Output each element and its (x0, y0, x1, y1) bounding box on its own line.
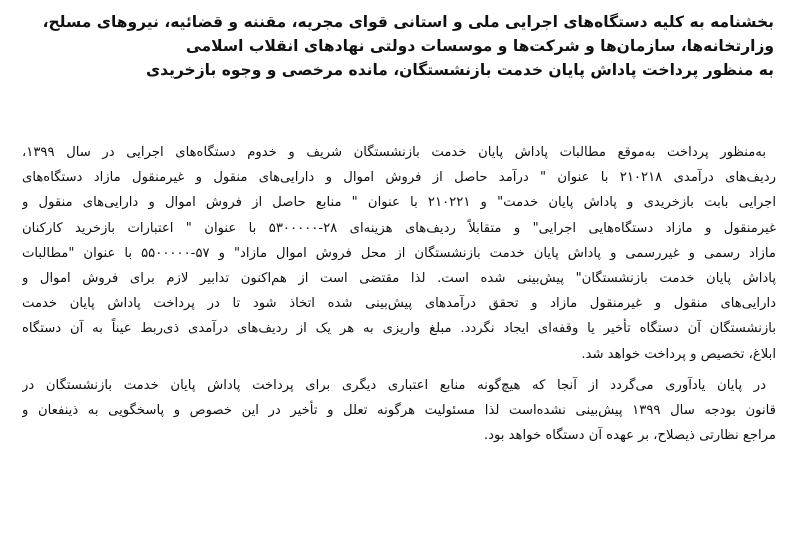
paragraph-2-line: در پایان یادآوری می‌گردد از آنجا که هیچ‌گونه منابع اعتباری دیگری برای پرداخت پاداش پایان خدمت بازنشستگان در (22, 377, 766, 393)
paragraph-1-line: اجرایی بابت بازخریدی و پاداش پایان خدمت" و ۲۱۰۲۲۱ با عنوان " منابع حاصل از فروش اموال و دارایی‌های منقول و (22, 195, 776, 211)
paragraph-1-line: بازنشستگان آن دستگاه تأخیر یا وقفه‌ای ایجاد نگردد. مبلغ واریزی به هر یک از ردیف‌های درآمدی ذی‌ربط عیناً به آن دستگاه (22, 321, 776, 337)
paragraph-1-line: ابلاغ، تخصیص و پرداخت خواهد شد. (581, 346, 776, 362)
paragraph-1-line: پاداش پایان خدمت بازنشستگان" پیش‌بینی شده است. لذا مقتضی است از هم‌اکنون تدابیر لازم برای فروش اموال و (22, 271, 776, 287)
document-body (22, 140, 776, 448)
heading-line-1: بخشنامه به کلیه دستگاه‌های اجرایی ملی و استانی قوای مجریه، مقننه و قضائیه، نیروهای مسلح، (42, 13, 774, 31)
heading-line-3: به منظور پرداخت پاداش پایان خدمت بازنشستگان، مانده مرخصی و وجوه بازخریدی (145, 61, 774, 79)
document-heading (26, 10, 774, 82)
paragraph-1-line: ردیف‌های درآمدی ۲۱۰۲۱۸ با عنوان " درآمد حاصل از فروش اموال و دارایی‌های منقول و غیرمنقول مازاد دستگاه‌های (22, 170, 776, 186)
heading-line-2: وزارتخانه‌ها، سازمان‌ها و شرکت‌ها و موسسات دولتی نهادهای انقلاب اسلامی (185, 37, 774, 55)
paragraph-2-line: مراجع نظارتی ذیصلاح، بر عهده آن دستگاه خواهد بود. (483, 428, 776, 444)
paragraph-1 (22, 140, 776, 367)
paragraph-2 (22, 373, 776, 449)
paragraph-1-line: مازاد رسمی و غیررسمی و پاداش پایان خدمت بازنشستگان از محل فروش اموال مازاد" و ۵۷-۵۵۰۰۰۰۰ با عنوان "مطالبات (22, 245, 776, 261)
paragraph-1-line: دارایی‌های منقول و غیرمنقول مازاد و تحقق درآمدهای پیش‌بینی شده اتخاذ شود تا در پرداخت پاداش پایان خدمت (22, 296, 776, 312)
paragraph-1-line: غیرمنقول و مازاد دستگاه‌هایی اجرایی" و متقابلاً ردیف‌های هزینه‌ای ۲۸-۵۳۰۰۰۰۰ با عنوان " اعتبارات بازخرید کارکنان (22, 220, 776, 236)
paragraph-1-line: به‌منظور پرداخت به‌موقع مطالبات پاداش پایان خدمت بازنشستگان شریف و خدوم دستگاه‌های اجرایی در سال ۱۳۹۹، (22, 145, 766, 160)
paragraph-2-line: قانون بودجه سال ۱۳۹۹ پیش‌بینی نشده‌است لذا مسئولیت هرگونه تعلل و تأخیر در این خصوص و پاسخگویی به ذینفعان و (22, 403, 776, 419)
